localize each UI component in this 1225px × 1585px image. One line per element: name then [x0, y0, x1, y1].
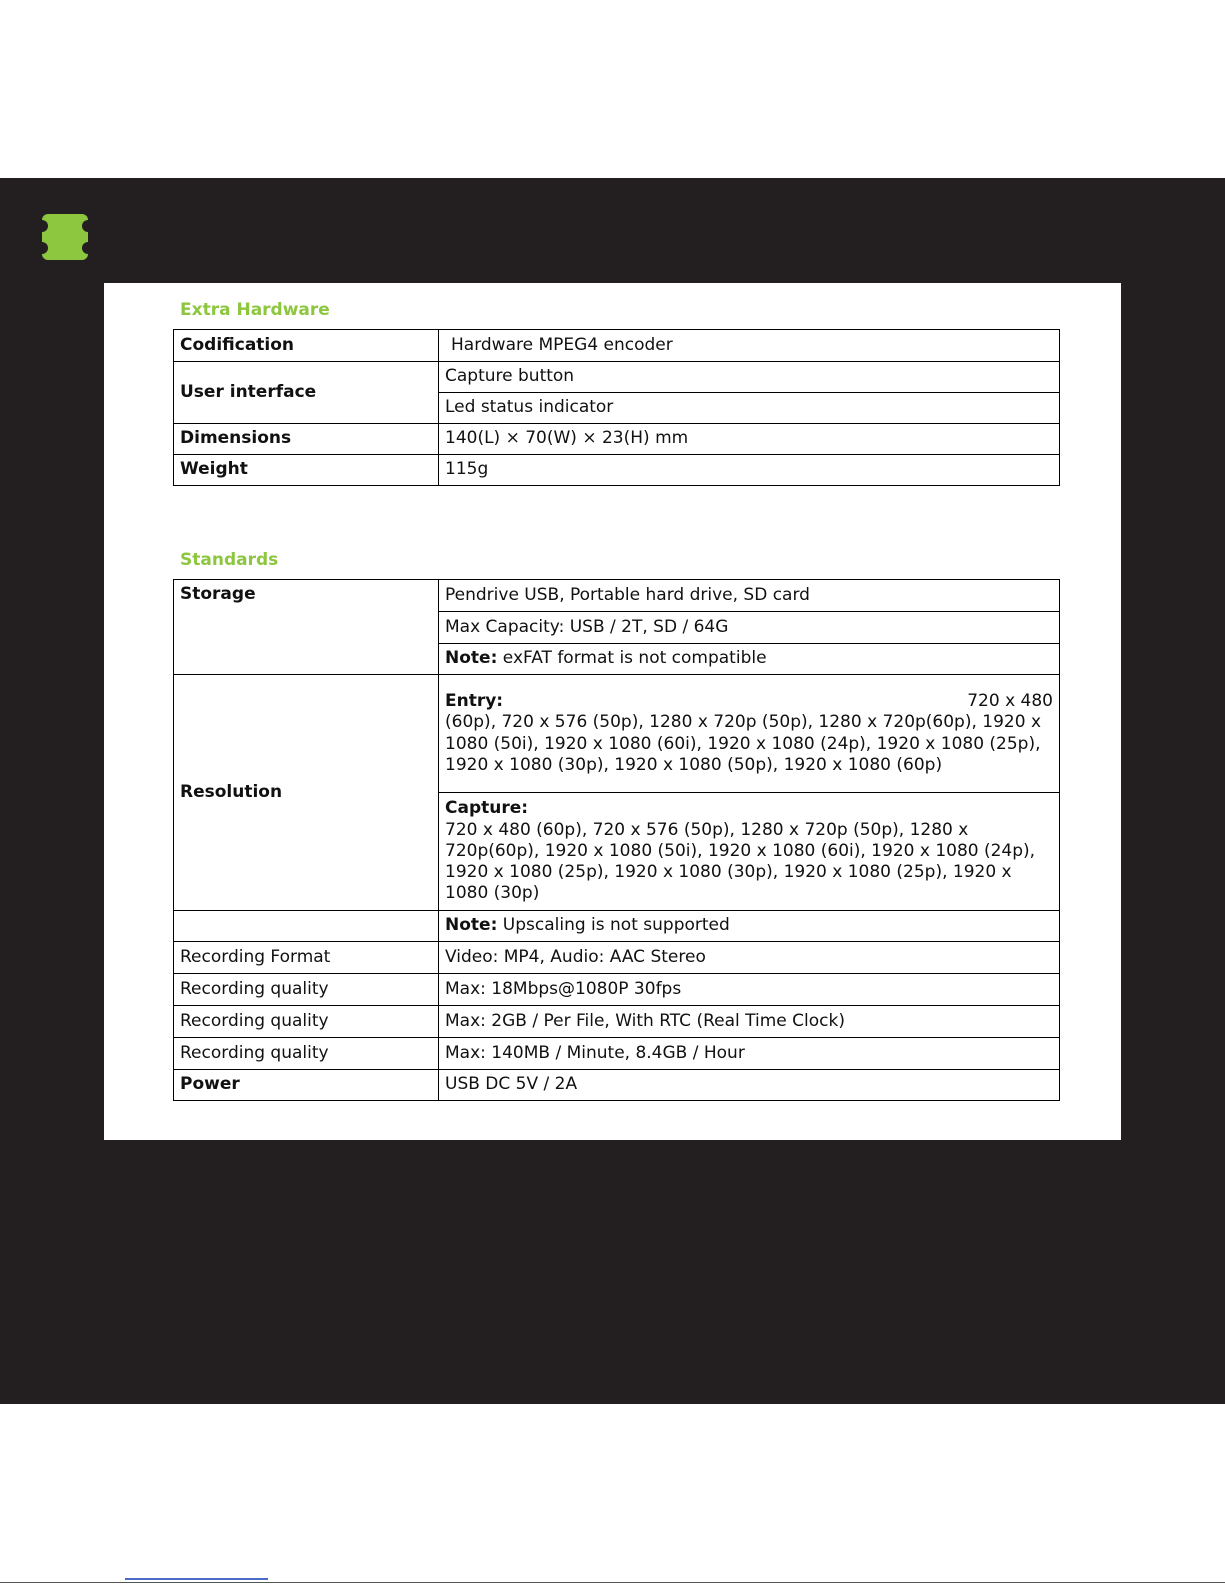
- entry-first-value: 720 x 480: [967, 691, 1053, 711]
- capture-resolutions: [439, 793, 1060, 911]
- recording-quality-value: Max: 2GB / Per File, With RTC (Real Time Clock): [439, 1006, 1060, 1038]
- table-row: [174, 330, 1060, 362]
- upscale-note: [439, 911, 1060, 942]
- recording-quality-label: Recording quality: [174, 1006, 439, 1038]
- table-row: [174, 362, 1060, 393]
- table-row: [174, 675, 1060, 793]
- storage-value-2: Max Capacity: USB / 2T, SD / 64G: [439, 612, 1060, 644]
- table-row: [174, 942, 1060, 974]
- spec-sheet: [104, 283, 1121, 1140]
- storage-note: [439, 644, 1060, 675]
- standards-table: [173, 579, 1060, 1101]
- weight-value: 115g: [439, 455, 1060, 486]
- power-label: Power: [174, 1070, 439, 1101]
- user-interface-label: User interface: [174, 362, 439, 424]
- codification-value: Hardware MPEG4 encoder: [439, 330, 1060, 362]
- weight-label: Weight: [174, 455, 439, 486]
- storage-note-label: Note:: [445, 648, 498, 669]
- recording-quality-value: Max: 18Mbps@1080P 30fps: [439, 974, 1060, 1006]
- entry-text: (60p), 720 x 576 (50p), 1280 x 720p (50p), 1280 x 720p(60p), 1920 x 1080 (50i), 1920 x 1080 (60i), 1920 x 1080 (24p), 1920 x 1080 (25p), 1920 x 1080 (30p), 1920 x 1080 (50p), 1920 x 1080 (60p): [445, 712, 1042, 775]
- recording-quality-label: Recording quality: [174, 974, 439, 1006]
- user-interface-value-2: Led status indicator: [439, 393, 1060, 424]
- table-row: [174, 1070, 1060, 1101]
- upscale-note-label: Note:: [445, 915, 498, 936]
- entry-header: [445, 691, 1053, 712]
- table-row: [174, 974, 1060, 1006]
- user-interface-value-1: Capture button: [439, 362, 1060, 393]
- section-tab-marker: [42, 214, 88, 260]
- footer-link-underline[interactable]: [125, 1578, 268, 1580]
- page-bottom-divider: [0, 1582, 1225, 1583]
- empty-cell: [174, 911, 439, 942]
- table-row: [174, 1006, 1060, 1038]
- table-row: [174, 580, 1060, 612]
- table-row: [174, 911, 1060, 942]
- resolution-label: Resolution: [174, 675, 439, 911]
- storage-note-text: exFAT format is not compatible: [497, 648, 767, 669]
- table-row: [174, 1038, 1060, 1070]
- capture-label: Capture:: [445, 798, 529, 819]
- standards-title: Standards: [180, 550, 279, 570]
- table-row: [174, 455, 1060, 486]
- power-value: USB DC 5V / 2A: [439, 1070, 1060, 1101]
- entry-resolutions: [439, 675, 1060, 793]
- table-row: [174, 424, 1060, 455]
- recording-format-label: Recording Format: [174, 942, 439, 974]
- storage-label: Storage: [174, 580, 439, 675]
- recording-format-value: Video: MP4, Audio: AAC Stereo: [439, 942, 1060, 974]
- recording-quality-value: Max: 140MB / Minute, 8.4GB / Hour: [439, 1038, 1060, 1070]
- capture-text: 720 x 480 (60p), 720 x 576 (50p), 1280 x 720p (50p), 1280 x 720p(60p), 1920 x 1080 (50i), 1920 x 1080 (60i), 1920 x 1080 (24p), 1920 x 1080 (25p), 1920 x 1080 (30p), 1920 x 1080 (25p), 1920 x 1080 (30p): [445, 819, 1036, 904]
- entry-label: Entry:: [445, 691, 504, 711]
- dimensions-label: Dimensions: [174, 424, 439, 455]
- dimensions-value: 140(L) × 70(W) × 23(H) mm: [439, 424, 1060, 455]
- codification-label: Codification: [174, 330, 439, 362]
- extra-hardware-table: [173, 329, 1060, 486]
- recording-quality-label: Recording quality: [174, 1038, 439, 1070]
- upscale-note-text: Upscaling is not supported: [497, 915, 730, 936]
- extra-hardware-title: Extra Hardware: [180, 300, 330, 320]
- storage-value-1: Pendrive USB, Portable hard drive, SD card: [439, 580, 1060, 612]
